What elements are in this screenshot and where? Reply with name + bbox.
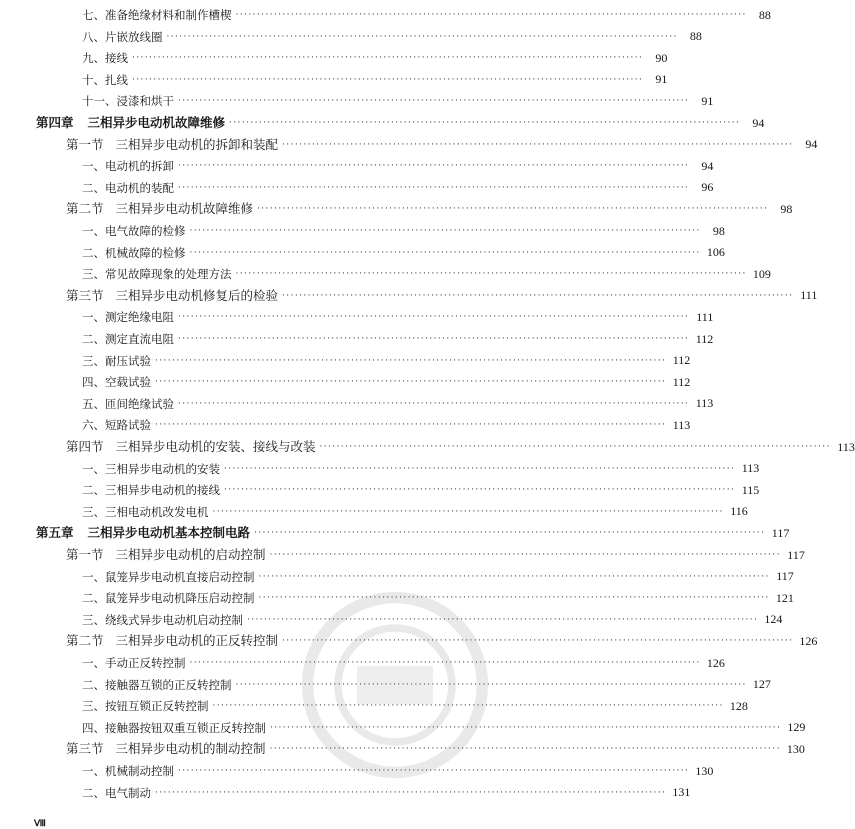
toc-section-row[interactable]	[66, 136, 818, 153]
page-number: 121	[775, 590, 794, 605]
page-number: 126	[799, 633, 818, 648]
toc-section-row[interactable]	[66, 439, 855, 455]
page-number: 94	[805, 137, 818, 152]
toc-item-row[interactable]	[82, 93, 714, 109]
dot-leader: ························································································································	[254, 528, 766, 539]
page-number: 90	[655, 50, 668, 65]
dot-leader: ························································································································	[224, 485, 736, 496]
dot-leader: ························································································································	[178, 398, 690, 409]
dot-leader: ························································································································	[189, 658, 701, 668]
toc-item-row[interactable]	[82, 353, 691, 369]
dot-leader: ························································································································	[282, 290, 794, 301]
dot-leader: ························································································································	[178, 182, 690, 193]
toc-item-row[interactable]	[82, 417, 691, 433]
dot-leader: ························································································································	[132, 53, 644, 64]
page-number: 130	[695, 763, 714, 778]
item-title: 四、空载试验	[82, 375, 151, 390]
section-title: 三相异步电动机的正反转控制	[115, 633, 279, 649]
page-number: 117	[776, 569, 794, 584]
toc-section-row[interactable]	[66, 201, 793, 217]
item-title: 一、机械制动控制	[82, 764, 174, 778]
dot-leader: ························································································································	[235, 269, 747, 280]
page-number: 116	[730, 504, 748, 519]
chapter-title: 三相异步电动机故障维修	[87, 115, 226, 130]
page-number: 128	[729, 698, 748, 713]
page-number: 112	[695, 331, 714, 346]
dot-leader: ························································································································	[132, 74, 644, 85]
page-number: 127	[752, 677, 771, 692]
page-number: 106	[706, 245, 725, 260]
dot-leader: ························································································································	[178, 96, 690, 107]
item-title: 九、接线	[82, 51, 128, 66]
dot-leader: ························································································································	[247, 614, 759, 625]
dot-leader: ························································································································	[178, 334, 690, 344]
dot-leader: ························································································································	[258, 593, 770, 604]
section-title: 三相异步电动机修复后的检验	[115, 287, 279, 303]
item-title: 二、测定直流电阻	[82, 332, 174, 346]
toc-item-row[interactable]	[82, 158, 714, 174]
dot-leader: ························································································································	[178, 312, 690, 323]
page-number: 115	[741, 482, 760, 497]
dot-leader: ························································································································	[270, 722, 782, 733]
section-number: 第二节	[66, 201, 104, 217]
toc-item-row[interactable]	[82, 482, 760, 498]
toc-item-row[interactable]	[82, 245, 725, 261]
watermark-seal-icon	[300, 590, 490, 780]
dot-leader: ························································································································	[178, 766, 690, 776]
page-number: 112	[672, 353, 691, 368]
item-title: 一、电动机的拆卸	[82, 159, 174, 174]
item-title: 六、短路试验	[82, 418, 151, 433]
toc-item-row[interactable]	[82, 461, 760, 477]
toc-item-row[interactable]	[82, 266, 771, 282]
toc-item-row[interactable]	[82, 180, 714, 196]
page-number: 124	[764, 612, 783, 627]
item-title: 一、手动正反转控制	[82, 656, 186, 670]
toc-item-row[interactable]	[82, 504, 748, 520]
dot-leader: ························································································································	[235, 679, 747, 690]
chapter-number: 第四章	[36, 115, 74, 130]
chapter-title: 三相异步电动机基本控制电路	[87, 525, 251, 541]
item-title: 二、接触器互锁的正反转控制	[82, 677, 232, 692]
page-number: 113	[837, 439, 855, 454]
dot-leader: ························································································································	[224, 463, 736, 474]
section-title: 三相异步电动机的启动控制	[115, 547, 266, 562]
toc-chapter-row[interactable]	[36, 525, 790, 541]
item-title: 三、三相电动机改发电机	[82, 504, 209, 519]
item-title: 十、扎线	[82, 72, 128, 87]
page-number: 111	[800, 288, 818, 303]
dot-leader: ························································································································	[166, 31, 678, 42]
item-title: 二、鼠笼异步电动机降压启动控制	[82, 591, 255, 606]
section-title: 三相异步电动机的安装、接线与改装	[115, 439, 316, 454]
item-title: 三、常见故障现象的处理方法	[82, 267, 232, 282]
page-number: 130	[786, 741, 805, 756]
toc-item-row[interactable]	[82, 396, 714, 412]
item-title: 二、电气制动	[82, 785, 151, 800]
page-number: 111	[696, 309, 714, 324]
page-number: 113	[741, 461, 760, 476]
dot-leader: ························································································································	[229, 118, 741, 128]
item-title: 二、三相异步电动机的接线	[82, 483, 220, 498]
dot-leader: ························································································································	[189, 247, 701, 258]
page-number: 112	[672, 374, 691, 389]
toc-chapter-row[interactable]	[36, 115, 765, 131]
section-number: 第三节	[66, 287, 104, 303]
dot-leader: ························································································································	[257, 204, 769, 215]
page-number: 126	[706, 655, 725, 670]
page-number: 88	[689, 29, 702, 44]
item-title: 十一、浸漆和烘干	[82, 94, 174, 109]
page-number: 113	[672, 417, 691, 432]
item-title: 三、绕线式异步电动机启动控制	[82, 612, 243, 627]
dot-leader: ························································································································	[258, 571, 770, 582]
toc-section-row[interactable]	[66, 547, 805, 563]
page-number: 94	[701, 158, 714, 173]
section-number: 第一节	[66, 547, 104, 562]
page-number: 88	[758, 7, 771, 22]
item-title: 七、准备绝缘材料和制作槽楔	[82, 8, 232, 22]
section-number: 第四节	[66, 439, 104, 454]
item-title: 五、匝间绝缘试验	[82, 396, 174, 411]
toc-item-row[interactable]	[82, 785, 691, 801]
item-title: 一、测定绝缘电阻	[82, 310, 174, 325]
page-number: 91	[701, 93, 714, 108]
toc-item-row[interactable]	[82, 374, 691, 390]
page-number: 131	[672, 785, 691, 800]
dot-leader: ························································································································	[189, 226, 701, 236]
item-title: 八、片嵌放线圈	[82, 29, 163, 44]
item-title: 四、接触器按钮双重互锁正反转控制	[82, 720, 266, 735]
page-number: 117	[771, 525, 790, 540]
toc-item-row[interactable]	[82, 223, 725, 239]
toc-item-row[interactable]	[82, 331, 714, 347]
toc-section-row[interactable]	[66, 287, 818, 304]
section-title: 三相异步电动机故障维修	[115, 201, 254, 217]
section-number: 第一节	[66, 136, 104, 152]
page-number: 98	[780, 201, 793, 216]
item-title: 三、按钮互锁正反转控制	[82, 699, 209, 714]
page-number: 113	[695, 396, 714, 411]
dot-leader: ························································································································	[212, 701, 724, 712]
item-title: 三、耐压试验	[82, 353, 151, 368]
toc-item-row[interactable]	[82, 7, 771, 23]
dot-leader: ························································································································	[155, 355, 667, 366]
item-title: 二、机械故障的检修	[82, 245, 186, 260]
section-title: 三相异步电动机的拆卸和装配	[115, 136, 279, 152]
toc-item-row[interactable]	[82, 72, 668, 88]
page-number-roman: Ⅷ	[34, 818, 46, 828]
dot-leader: ························································································································	[235, 10, 747, 20]
dot-leader: ························································································································	[319, 442, 831, 452]
item-title: 一、三相异步电动机的安装	[82, 461, 220, 476]
page-number: 91	[655, 72, 668, 87]
dot-leader: ························································································································	[155, 787, 667, 798]
section-number: 第三节	[66, 741, 104, 757]
dot-leader: ························································································································	[155, 420, 667, 431]
dot-leader: ························································································································	[282, 139, 794, 150]
page-number: 98	[712, 223, 725, 238]
section-title: 三相异步电动机的制动控制	[115, 741, 266, 757]
dot-leader: ························································································································	[178, 161, 690, 172]
dot-leader: ························································································································	[155, 377, 667, 388]
toc-item-row[interactable]	[82, 29, 702, 45]
toc-item-row[interactable]	[82, 309, 714, 325]
section-number: 第二节	[66, 633, 104, 649]
page-number: 96	[701, 180, 714, 195]
item-title: 一、鼠笼异步电动机直接启动控制	[82, 569, 255, 584]
toc-item-row[interactable]	[82, 569, 794, 585]
item-title: 一、电气故障的检修	[82, 224, 186, 238]
dot-leader: ························································································································	[269, 744, 781, 755]
dot-leader: ························································································································	[212, 506, 724, 517]
toc-item-row[interactable]	[82, 50, 668, 66]
chapter-number: 第五章	[36, 525, 74, 541]
page-number: 109	[752, 266, 771, 281]
item-title: 二、电动机的装配	[82, 180, 174, 195]
page-number: 129	[787, 720, 806, 735]
page-number: 117	[787, 547, 805, 562]
page-number: 94	[752, 115, 765, 130]
dot-leader: ························································································································	[282, 636, 794, 647]
dot-leader: ························································································································	[269, 550, 781, 560]
